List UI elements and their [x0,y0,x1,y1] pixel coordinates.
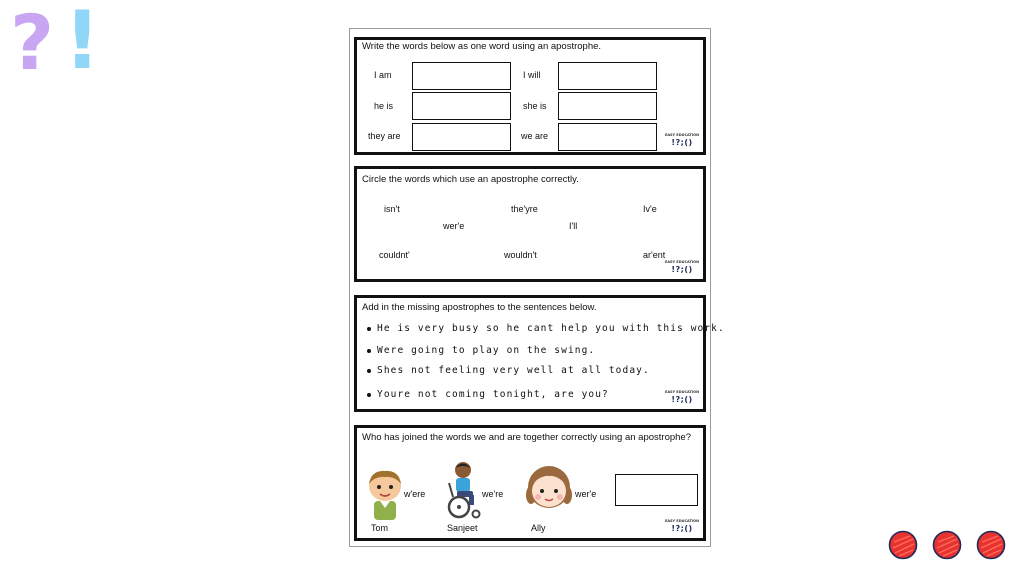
section-contractions-write [354,37,706,155]
question-mark-icon: ? [10,0,55,87]
sentence-line: Shes not feeling very well at all today. [367,365,650,376]
word-option[interactable]: wer'e [443,221,465,231]
child-answer: wer'e [575,489,597,499]
answer-box[interactable] [558,123,657,151]
easy-education-logo-icon: EASY EDUCATION !?;() [664,260,700,274]
child-answer: w'ere [404,489,426,499]
prompt-label: she is [523,101,547,111]
red-scribble-dot-icon [888,530,918,560]
wheelchair-boy-icon [443,461,485,519]
answer-box[interactable] [412,92,511,120]
section-who-is-correct [354,425,706,541]
bullet-icon [367,393,371,397]
answer-box[interactable] [615,474,698,506]
word-option[interactable]: wouldn't [504,250,537,260]
child-name: Tom [371,523,389,533]
bullet-icon [367,327,371,331]
word-option[interactable]: isn't [384,204,400,214]
answer-box[interactable] [558,92,657,120]
answer-box[interactable] [558,62,657,90]
word-option[interactable]: ar'ent [643,250,666,260]
word-option[interactable]: I'll [569,221,578,231]
prompt-label: I will [523,70,541,80]
sentence-line: He is very busy so he cant help you with this work. [367,323,725,334]
prompt-label: they are [368,131,401,141]
sentence-line: Were going to play on the swing. [367,345,595,356]
answer-box[interactable] [412,62,511,90]
red-scribble-dots [888,530,1010,562]
red-scribble-dot-icon [976,530,1006,560]
section-title: Write the words below as one word using an apostrophe. [362,41,602,52]
prompt-label: we are [521,131,549,141]
child-answer: we're [482,489,504,499]
section-title: Who has joined the words we and are together correctly using an apostrophe? [362,432,692,443]
word-option[interactable]: Iv'e [643,204,657,214]
word-option[interactable]: couldnt' [379,250,410,260]
easy-education-logo-icon: EASY EDUCATION !?;() [664,390,700,404]
answer-box[interactable] [412,123,511,151]
girl-avatar-icon [523,461,575,517]
bullet-icon [367,369,371,373]
boy-avatar-icon [365,468,405,520]
easy-education-logo-icon: EASY EDUCATION !?;() [664,519,700,533]
worksheet-page [349,28,725,547]
section-title: Circle the words which use an apostrophe correctly. [362,174,579,185]
section-title: Add in the missing apostrophes to the sentences below. [362,302,597,313]
section-circle-correct [354,166,706,282]
sentence-line: Youre not coming tonight, are you? [367,389,609,400]
child-name: Ally [531,523,546,533]
easy-education-logo-icon: EASY EDUCATION !?;() [664,133,700,147]
child-name: Sanjeet [447,523,478,533]
prompt-label: he is [374,101,394,111]
section-missing-apostrophes [354,295,725,412]
bullet-icon [367,349,371,353]
prompt-label: I am [374,70,392,80]
word-option[interactable]: the'yre [511,204,538,214]
exclamation-mark-icon: ! [64,0,101,87]
red-scribble-dot-icon [932,530,962,560]
